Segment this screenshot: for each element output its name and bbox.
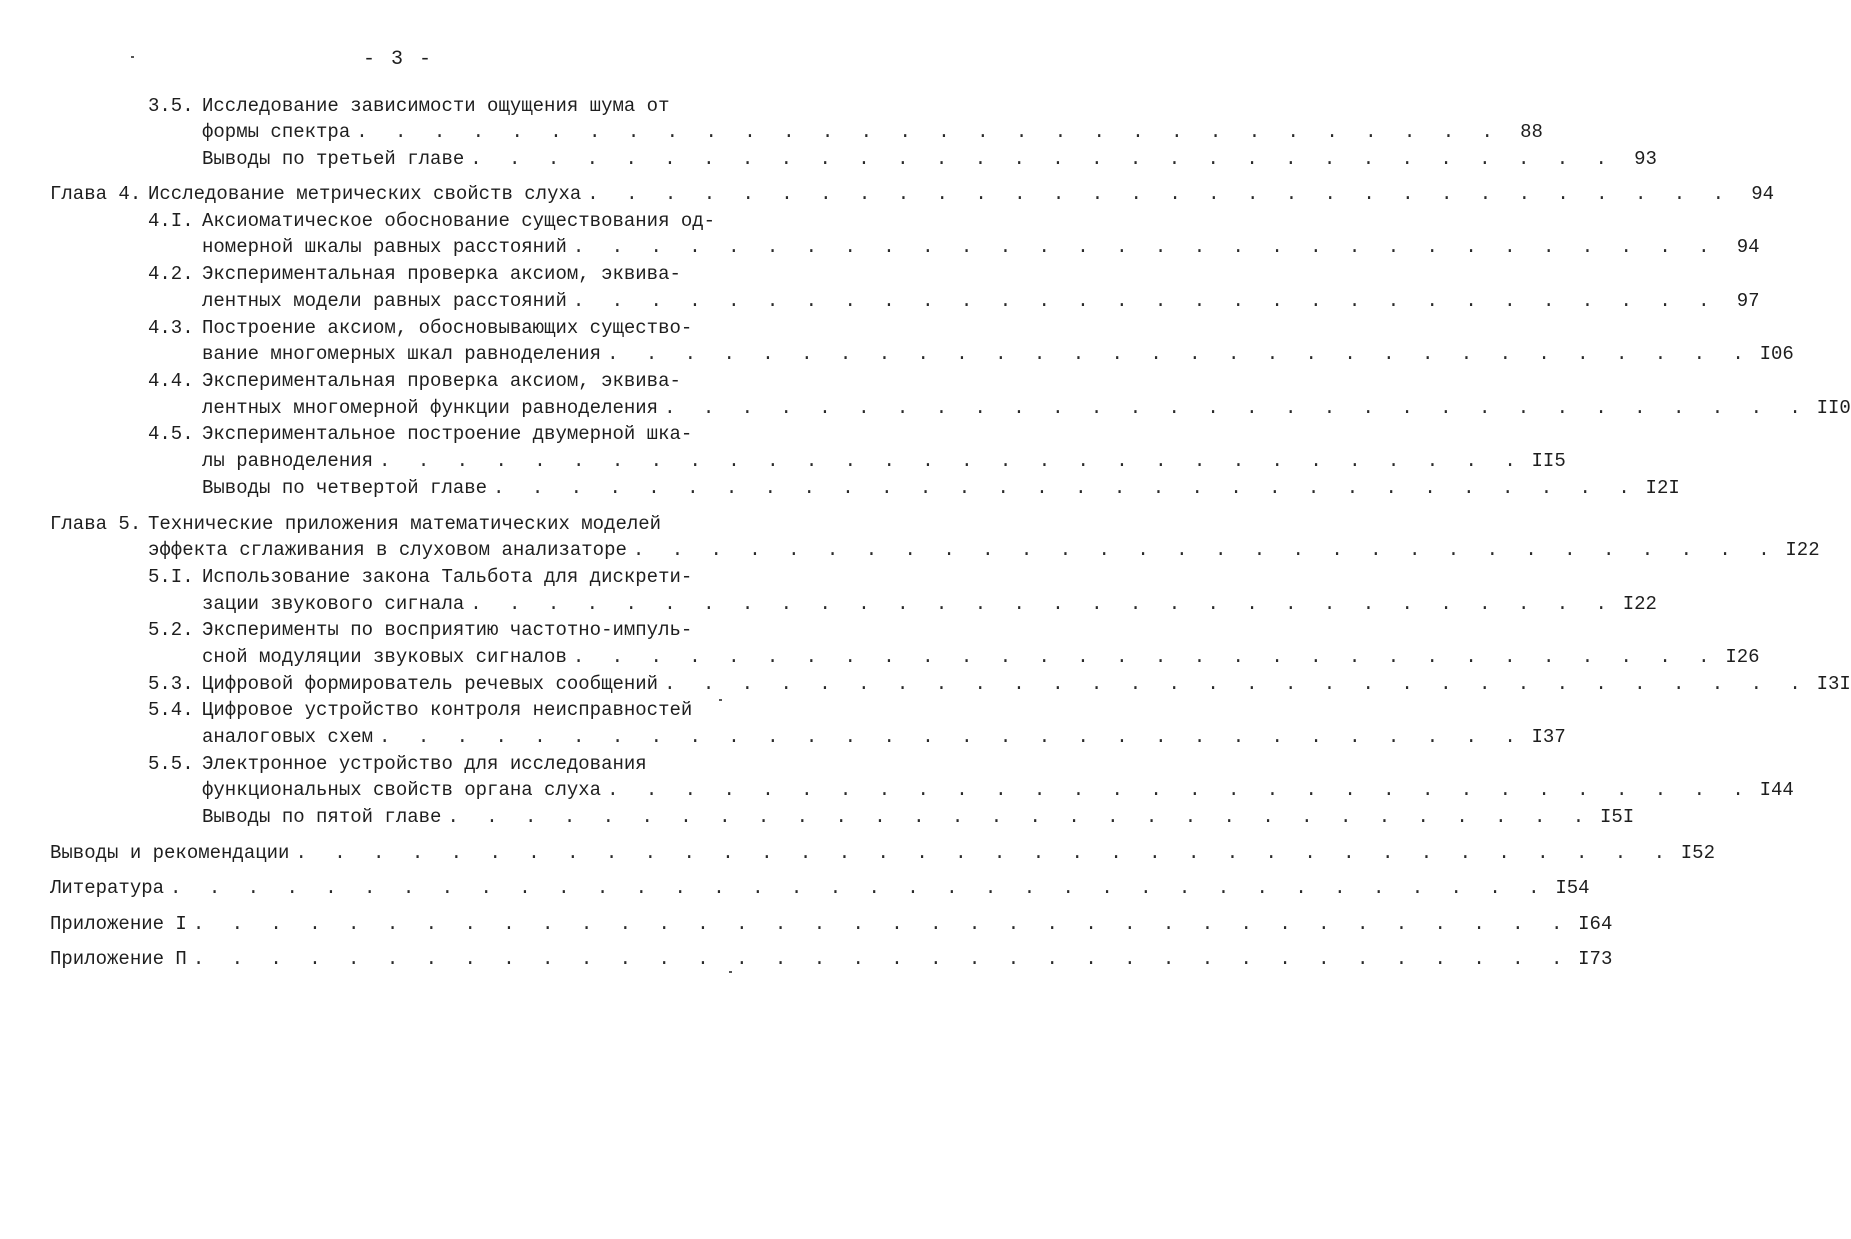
page-ref: II0	[1816, 397, 1851, 419]
dot-leader: . . . . . . . . . . . . . . . . . . . . . . . . . . . . . . . . . . . .	[295, 842, 1673, 864]
section-number: 5.4.	[148, 699, 194, 721]
chapter-title: Исследование метрических свойств слуха . . . . . . . . . . . . . . . . . . . . . . . . . . . . . . 94	[148, 183, 1774, 205]
toc-entry-ch4-conclusions: Выводы по четвертой главе . . . . . . . . . . . . . . . . . . . . . . . . . . . . . . I2I	[202, 477, 1680, 499]
entry-title-line2: вание многомерных шкал равноделения . . . . . . . . . . . . . . . . . . . . . . . . . . . . . . I06	[202, 343, 1794, 365]
page-ref: I5I	[1599, 806, 1635, 828]
chapter-title-line1: Технические приложения математических моделей	[148, 513, 662, 535]
page-ref: I2I	[1645, 477, 1680, 499]
toc-entry-ch3-conclusions: Выводы по третьей главе . . . . . . . . . . . . . . . . . . . . . . . . . . . . . . 93	[202, 148, 1657, 170]
dot-leader: . . . . . . . . . . . . . . . . . . . . . . . . . . . . . .	[379, 450, 1524, 472]
dot-leader: . . . . . . . . . . . . . . . . . . . . . . . . . . . . . .	[572, 236, 1718, 258]
dot-leader: . . . . . . . . . . . . . . . . . . . . . . . . . . . . . .	[572, 290, 1718, 312]
section-number: 4.4.	[148, 370, 194, 392]
entry-title-line2: номерной шкалы равных расстояний . . . . . . . . . . . . . . . . . . . . . . . . . . . . . . 94	[202, 236, 1760, 258]
page-ref: I37	[1531, 726, 1566, 748]
dot-leader: . . . . . . . . . . . . . . . . . . . . . . . . . . . . . .	[572, 646, 1718, 668]
entry-title-line1: Экспериментальная проверка аксиом, эквива-	[202, 370, 681, 392]
dot-leader: . . . . . . . . . . . . . . . . . . . . . . . . . . . . . .	[493, 477, 1638, 499]
entry-title-line2: зации звукового сигнала . . . . . . . . . . . . . . . . . . . . . . . . . . . . . . I22	[202, 593, 1657, 615]
entry-title-line2: формы спектра . . . . . . . . . . . . . . . . . . . . . . . . . . . . . . 88	[202, 121, 1543, 143]
entry-title-line1: Построение аксиом, обосновывающих существо-	[202, 317, 693, 339]
entry-title-line2: сной модуляции звуковых сигналов . . . . . . . . . . . . . . . . . . . . . . . . . . . . . . I26	[202, 646, 1760, 668]
section-number: 5.I.	[148, 566, 194, 588]
entry-title-line1: Использование закона Тальбота для дискрети-	[202, 566, 693, 588]
entry-title-line1: Экспериментальная проверка аксиом, эквива-	[202, 263, 681, 285]
dot-leader: . . . . . . . . . . . . . . . . . . . . . . . . . . . . . . . . . . . .	[170, 877, 1548, 899]
toc-entry-ch5-conclusions: Выводы по пятой главе . . . . . . . . . . . . . . . . . . . . . . . . . . . . . . I5I	[202, 806, 1635, 828]
page-ref: I54	[1555, 877, 1590, 899]
chapter-label: Глава 4.	[50, 183, 142, 205]
dot-leader: . . . . . . . . . . . . . . . . . . . . . . . . . . . . . .	[607, 343, 1752, 365]
entry-title-line2: лентных многомерной функции равноделения . . . . . . . . . . . . . . . . . . . . . . . . . . . . . . II0	[202, 397, 1851, 419]
entry-title-line2: лы равноделения . . . . . . . . . . . . . . . . . . . . . . . . . . . . . . II5	[202, 450, 1566, 472]
page-ref: I22	[1785, 539, 1820, 561]
scan-speck	[729, 971, 732, 973]
page-ref: I64	[1578, 913, 1613, 935]
page-ref: 97	[1736, 290, 1760, 312]
entry-title-line2: лентных модели равных расстояний . . . . . . . . . . . . . . . . . . . . . . . . . . . . . . 97	[202, 290, 1760, 312]
dot-leader: . . . . . . . . . . . . . . . . . . . . . . . . . . . . . .	[587, 183, 1732, 205]
page-ref: 93	[1634, 148, 1657, 170]
entry-title-line1: Цифровое устройство контроля неисправностей	[202, 699, 693, 721]
entry-title-line1: Исследование зависимости ощущения шума от	[202, 95, 670, 117]
entry-title-line1: Аксиоматическое обоснование существования од-	[202, 210, 716, 232]
page-ref: I52	[1680, 842, 1715, 864]
page-ref: 88	[1520, 121, 1543, 143]
scan-speck	[131, 56, 134, 58]
section-number: 5.3.	[148, 673, 194, 695]
dot-leader: . . . . . . . . . . . . . . . . . . . . . . . . . . . . . .	[447, 806, 1593, 828]
entry-title-line1: Эксперименты по восприятию частотно-импуль-	[202, 619, 693, 641]
dot-leader: . . . . . . . . . . . . . . . . . . . . . . . . . . . . . . . . . . . .	[192, 913, 1571, 935]
page-ref: I44	[1759, 779, 1794, 801]
section-number: 5.2.	[148, 619, 194, 641]
dot-leader: . . . . . . . . . . . . . . . . . . . . . . . . . . . . . .	[356, 121, 1501, 143]
entry-title-line1: Экспериментальное построение двумерной шка-	[202, 423, 693, 445]
dot-leader: . . . . . . . . . . . . . . . . . . . . . . . . . . . . . .	[607, 779, 1752, 801]
entry-title-line2: аналоговых схем . . . . . . . . . . . . . . . . . . . . . . . . . . . . . . I37	[202, 726, 1566, 748]
page-ref: 94	[1751, 183, 1774, 205]
dot-leader: . . . . . . . . . . . . . . . . . . . . . . . . . . . . . .	[664, 673, 1809, 695]
page-ref: II5	[1531, 450, 1566, 472]
page-ref: I73	[1578, 948, 1613, 970]
entry-title-line1: Электронное устройство для исследования	[202, 753, 647, 775]
scan-speck	[719, 699, 722, 701]
section-number: 4.3.	[148, 317, 194, 339]
page-ref: I3I	[1816, 673, 1851, 695]
dot-leader: . . . . . . . . . . . . . . . . . . . . . . . . . . . . . .	[379, 726, 1524, 748]
section-number: 5.5.	[148, 753, 194, 775]
section-number: 4.5.	[148, 423, 194, 445]
section-number: 3.5.	[148, 95, 194, 117]
dot-leader: . . . . . . . . . . . . . . . . . . . . . . . . . . . . . .	[664, 397, 1809, 419]
page-ref: I06	[1759, 343, 1794, 365]
chapter-label: Глава 5.	[50, 513, 142, 535]
page-ref: I22	[1622, 593, 1657, 615]
dot-leader: . . . . . . . . . . . . . . . . . . . . . . . . . . . . . .	[632, 539, 1778, 561]
chapter-title-line2: эффекта сглаживания в слуховом анализаторе . . . . . . . . . . . . . . . . . . . . . . . . . . . . . . I22	[148, 539, 1820, 561]
section-number: 4.I.	[148, 210, 194, 232]
page-ref: 94	[1736, 236, 1760, 258]
entry-title-line2: функциональных свойств органа слуха . . . . . . . . . . . . . . . . . . . . . . . . . . . . . . I44	[202, 779, 1794, 801]
section-number: 4.2.	[148, 263, 194, 285]
page-number: - 3 -	[362, 48, 433, 71]
toc-entry-literature: Литература . . . . . . . . . . . . . . . . . . . . . . . . . . . . . . . . . . . . I54	[50, 877, 1590, 899]
toc-entry-recommendations: Выводы и рекомендации . . . . . . . . . . . . . . . . . . . . . . . . . . . . . . . . . . . . I52	[50, 842, 1715, 864]
toc-entry-appendix-2: Приложение П . . . . . . . . . . . . . . . . . . . . . . . . . . . . . . . . . . . . I73	[50, 948, 1613, 970]
page-ref: I26	[1725, 646, 1760, 668]
dot-leader: . . . . . . . . . . . . . . . . . . . . . . . . . . . . . .	[470, 148, 1615, 170]
entry-title-line1: Цифровой формирователь речевых сообщений . . . . . . . . . . . . . . . . . . . . . . . . . . . . . . I3I	[202, 673, 1851, 695]
dot-leader: . . . . . . . . . . . . . . . . . . . . . . . . . . . . . . . . . . . .	[192, 948, 1571, 970]
dot-leader: . . . . . . . . . . . . . . . . . . . . . . . . . . . . . .	[470, 593, 1615, 615]
toc-entry-appendix-1: Приложение I . . . . . . . . . . . . . . . . . . . . . . . . . . . . . . . . . . . . I64	[50, 913, 1613, 935]
